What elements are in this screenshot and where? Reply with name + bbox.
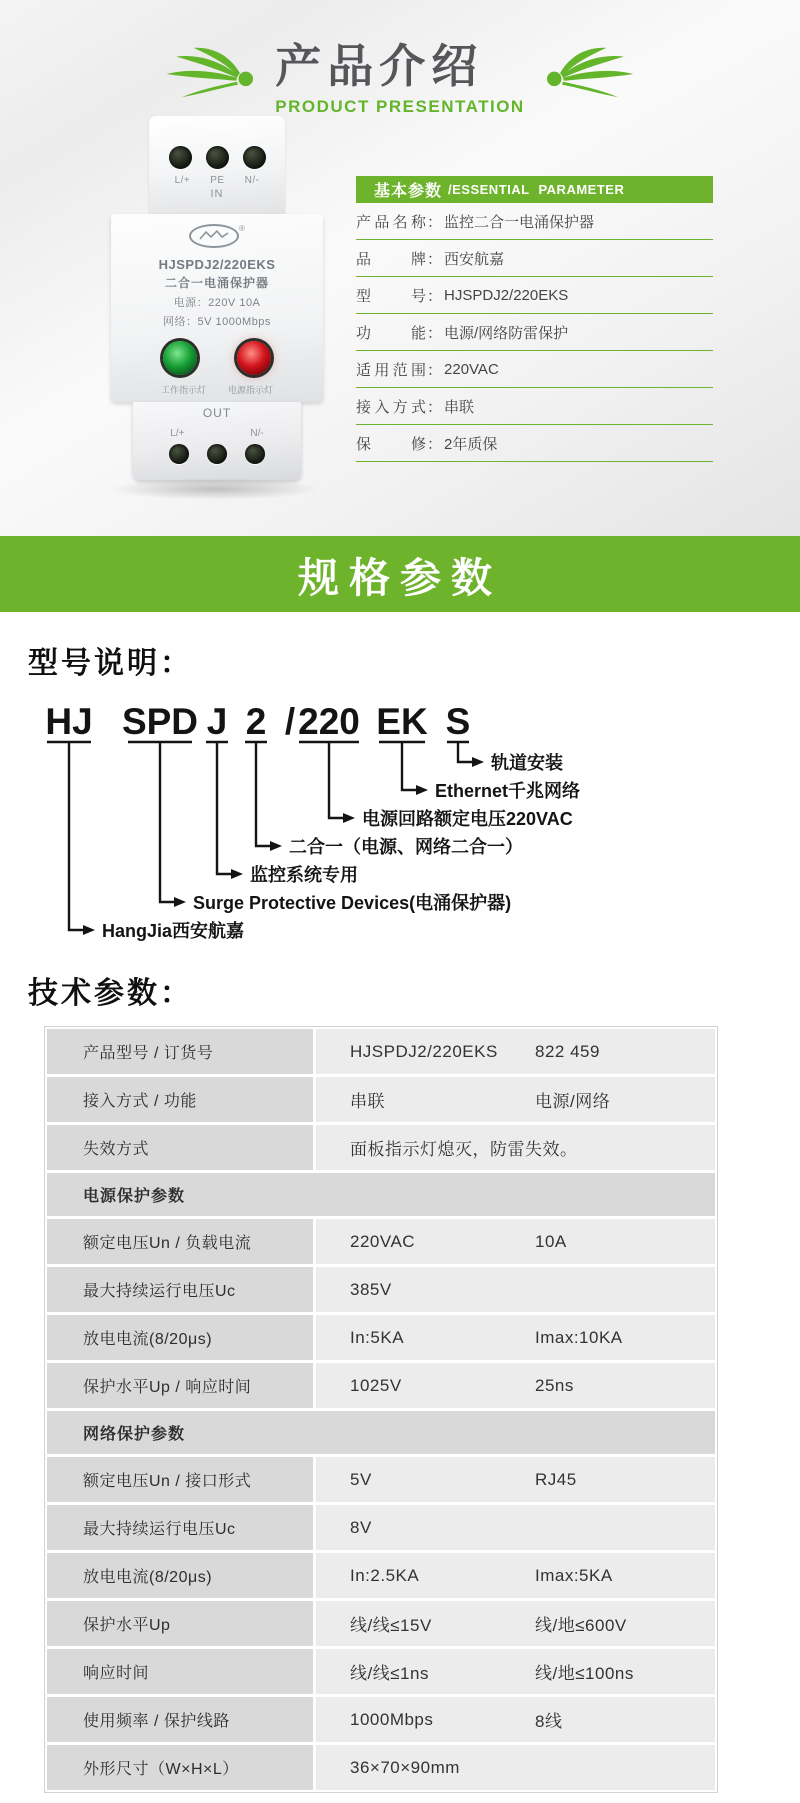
param-colon: ： xyxy=(427,250,443,268)
terminal-label: PE xyxy=(210,175,225,186)
device-name-text: 二合一电涌保护器 xyxy=(164,276,269,290)
tech-label: 产品型号 / 订货号 xyxy=(47,1029,313,1074)
basic-param-row xyxy=(356,277,713,314)
terminal-hole xyxy=(169,146,192,169)
terminal-label: L/+ xyxy=(174,175,191,186)
tech-values xyxy=(316,1505,715,1550)
tech-value-1: HJSPDJ2/220EKS xyxy=(350,1041,498,1061)
param-colon: ： xyxy=(427,287,443,305)
model-meaning: 二合一（电源、网络二合一） xyxy=(289,837,523,857)
model-meaning: HangJia西安航嘉 xyxy=(102,921,245,941)
model-segment: 220 xyxy=(298,701,360,742)
spec-content xyxy=(0,638,800,1793)
tech-label: 使用频率 / 保护线路 xyxy=(47,1697,313,1742)
brand-logo-oval xyxy=(189,224,239,248)
basic-param-row xyxy=(356,314,713,351)
tech-value-1: 面板指示灯熄灭，防雷失效。 xyxy=(350,1140,578,1159)
tech-row xyxy=(47,1219,715,1264)
device-power-spec: 电源：220V 10A xyxy=(173,297,261,309)
param-colon: ： xyxy=(427,435,443,453)
tech-value-2: 线/地≤100ns xyxy=(535,1664,634,1683)
param-colon: ： xyxy=(427,398,443,416)
tech-value-2: 25ns xyxy=(535,1375,574,1395)
tech-row xyxy=(47,1267,715,1312)
param-label: 型号 xyxy=(356,287,426,305)
tech-label: 最大持续运行电压Uc xyxy=(47,1505,313,1550)
tech-value-2: RJ45 xyxy=(535,1469,577,1489)
indicator-leds xyxy=(111,341,323,375)
spec-section-banner: 规格参数 xyxy=(0,536,800,612)
basic-param-row xyxy=(356,240,713,277)
param-label: 功能 xyxy=(356,324,426,342)
tech-label: 额定电压Un / 负载电流 xyxy=(47,1219,313,1264)
model-segment: HJ xyxy=(45,701,93,742)
model-segment: / xyxy=(284,701,296,742)
tech-values xyxy=(316,1457,715,1502)
page-subtitle: PRODUCT PRESENTATION xyxy=(275,97,525,116)
tech-value-2: 10A xyxy=(535,1231,567,1251)
tech-value-2: 电源/网络 xyxy=(535,1092,611,1111)
model-segment: 2 xyxy=(245,701,267,742)
tech-row xyxy=(47,1505,715,1550)
tech-section-label: 网络保护参数 xyxy=(47,1411,715,1454)
tech-label: 放电电流(8/20μs) xyxy=(47,1553,313,1598)
device-output-terminal-block xyxy=(133,402,301,480)
led-labels xyxy=(111,383,323,396)
model-segment: S xyxy=(445,701,471,742)
in-caption: IN xyxy=(210,188,224,200)
registered-mark: ® xyxy=(239,224,245,233)
tech-row xyxy=(47,1601,715,1646)
model-segment: SPD xyxy=(121,701,199,742)
tech-value-1: 1000Mbps xyxy=(350,1709,434,1729)
basic-param-row xyxy=(356,388,713,425)
tech-row xyxy=(47,1125,715,1170)
param-value: HJSPDJ2/220EKS xyxy=(444,286,569,304)
tech-value-2: Imax:10KA xyxy=(535,1327,623,1347)
brand-logo xyxy=(111,214,323,253)
model-meaning: Ethernet千兆网络 xyxy=(435,781,581,801)
page-title: 产品介绍 xyxy=(275,40,484,92)
tech-value-2: 8线 xyxy=(535,1712,563,1731)
terminal-hole xyxy=(207,444,227,464)
basic-params-title-cn: 基本参数 xyxy=(374,183,443,200)
param-value: 西安航嘉 xyxy=(444,250,505,268)
tech-section-row xyxy=(47,1411,715,1454)
device-input-terminal-block xyxy=(149,116,285,214)
tech-value-1: 8V xyxy=(350,1517,372,1537)
tech-label: 外形尺寸（W×H×L） xyxy=(47,1745,313,1790)
tech-label: 响应时间 xyxy=(47,1649,313,1694)
tech-values xyxy=(316,1267,715,1312)
model-meaning: 监控系统专用 xyxy=(250,865,358,885)
basic-params-title-en: /ESSENTIAL PARAMETER xyxy=(448,182,625,197)
basic-param-row xyxy=(356,425,713,462)
param-label: 产品名称 xyxy=(356,213,426,231)
tech-section-label: 电源保护参数 xyxy=(47,1173,715,1216)
page-header xyxy=(0,0,800,117)
model-meaning: 电源回路额定电压220VAC xyxy=(362,809,573,829)
green-led xyxy=(163,341,197,375)
terminal-label: L/+ xyxy=(170,428,185,439)
tech-row xyxy=(47,1315,715,1360)
leaf-ornament-left xyxy=(159,45,259,103)
tech-values xyxy=(316,1745,715,1790)
param-value: 220VAC xyxy=(444,360,499,378)
tech-value-1: 线/线≤15V xyxy=(350,1616,432,1635)
tech-label: 失效方式 xyxy=(47,1125,313,1170)
model-explain-heading: 型号说明： xyxy=(28,647,193,680)
device-network-spec: 网络：5V 1000Mbps xyxy=(163,316,271,328)
device-front-panel xyxy=(111,214,323,402)
param-colon: ： xyxy=(427,213,443,231)
param-label: 保修 xyxy=(356,435,426,453)
param-value: 2年质保 xyxy=(444,435,498,453)
param-label: 品牌 xyxy=(356,250,426,268)
tech-label: 额定电压Un / 接口形式 xyxy=(47,1457,313,1502)
tech-label: 放电电流(8/20μs) xyxy=(47,1315,313,1360)
tech-section-row xyxy=(47,1173,715,1216)
tech-value-2: 822 459 xyxy=(535,1041,600,1061)
tech-values xyxy=(316,1553,715,1598)
tech-values xyxy=(316,1315,715,1360)
tech-value-1: 36×70×90mm xyxy=(350,1757,460,1777)
tech-label: 接入方式 / 功能 xyxy=(47,1077,313,1122)
tech-row xyxy=(47,1077,715,1122)
tech-value-2: 线/地≤600V xyxy=(535,1616,627,1635)
tech-value-1: 串联 xyxy=(350,1092,385,1111)
tech-row xyxy=(47,1029,715,1074)
model-meaning: Surge Protective Devices(电涌保护器) xyxy=(193,893,512,913)
tech-value-1: 1025V xyxy=(350,1375,402,1395)
out-caption: OUT xyxy=(202,406,232,420)
tech-values xyxy=(316,1649,715,1694)
green-led-label: 工作指示灯 xyxy=(160,385,206,395)
tech-value-1: 5V xyxy=(350,1469,372,1489)
tech-values xyxy=(316,1077,715,1122)
terminal-hole xyxy=(245,444,265,464)
tech-values xyxy=(316,1219,715,1264)
tech-value-1: In:5KA xyxy=(350,1327,405,1347)
terminal-label: N/- xyxy=(244,175,260,186)
basic-param-row xyxy=(356,351,713,388)
tech-value-1: In:2.5KA xyxy=(350,1565,420,1585)
leaf-ornament-right xyxy=(541,45,641,103)
tech-values xyxy=(316,1697,715,1742)
terminal-hole xyxy=(206,146,229,169)
tech-row xyxy=(47,1745,715,1790)
tech-row xyxy=(47,1553,715,1598)
title-block xyxy=(275,30,524,117)
product-intro-section xyxy=(0,0,800,536)
tech-row xyxy=(47,1649,715,1694)
model-segment: EK xyxy=(376,701,428,742)
red-led-label: 电源指示灯 xyxy=(228,385,274,395)
tech-values xyxy=(316,1029,715,1074)
param-label: 适用范围 xyxy=(356,361,426,379)
terminal-label: N/- xyxy=(250,428,264,439)
tech-label: 最大持续运行电压Uc xyxy=(47,1267,313,1312)
tech-values xyxy=(316,1363,715,1408)
tech-values xyxy=(316,1125,715,1170)
param-colon: ： xyxy=(427,324,443,342)
tech-params-table xyxy=(44,1026,718,1793)
basic-params-header xyxy=(356,176,713,203)
tech-params-heading: 技术参数： xyxy=(28,977,193,1010)
tech-row xyxy=(47,1457,715,1502)
tech-value-1: 220VAC xyxy=(350,1231,416,1251)
tech-value-1: 385V xyxy=(350,1279,392,1299)
red-led xyxy=(237,341,271,375)
basic-param-row xyxy=(356,203,713,240)
input-terminal-labels xyxy=(149,175,285,186)
basic-params-table xyxy=(356,176,713,462)
device-model-text: HJSPDJ2/220EKS xyxy=(158,257,276,272)
output-terminal-holes xyxy=(133,439,301,464)
product-photo xyxy=(92,116,342,488)
input-terminal-holes xyxy=(149,116,285,169)
param-value: 串联 xyxy=(444,398,475,416)
tech-row xyxy=(47,1363,715,1408)
terminal-hole xyxy=(243,146,266,169)
model-meaning: 轨道安装 xyxy=(491,753,563,773)
tech-values xyxy=(316,1601,715,1646)
param-colon: ： xyxy=(427,361,443,379)
tech-label: 保护水平Up xyxy=(47,1601,313,1646)
tech-label: 保护水平Up / 响应时间 xyxy=(47,1363,313,1408)
terminal-hole xyxy=(169,444,189,464)
model-code-diagram xyxy=(28,692,758,960)
param-value: 监控二合一电涌保护器 xyxy=(444,213,595,231)
tech-row xyxy=(47,1697,715,1742)
tech-value-1: 线/线≤1ns xyxy=(350,1664,429,1683)
output-terminal-labels xyxy=(133,420,301,439)
param-value: 电源/网络防雷保护 xyxy=(444,324,569,342)
model-segment: J xyxy=(206,701,228,742)
tech-value-2: Imax:5KA xyxy=(535,1565,613,1585)
param-label: 接入方式 xyxy=(356,398,426,416)
